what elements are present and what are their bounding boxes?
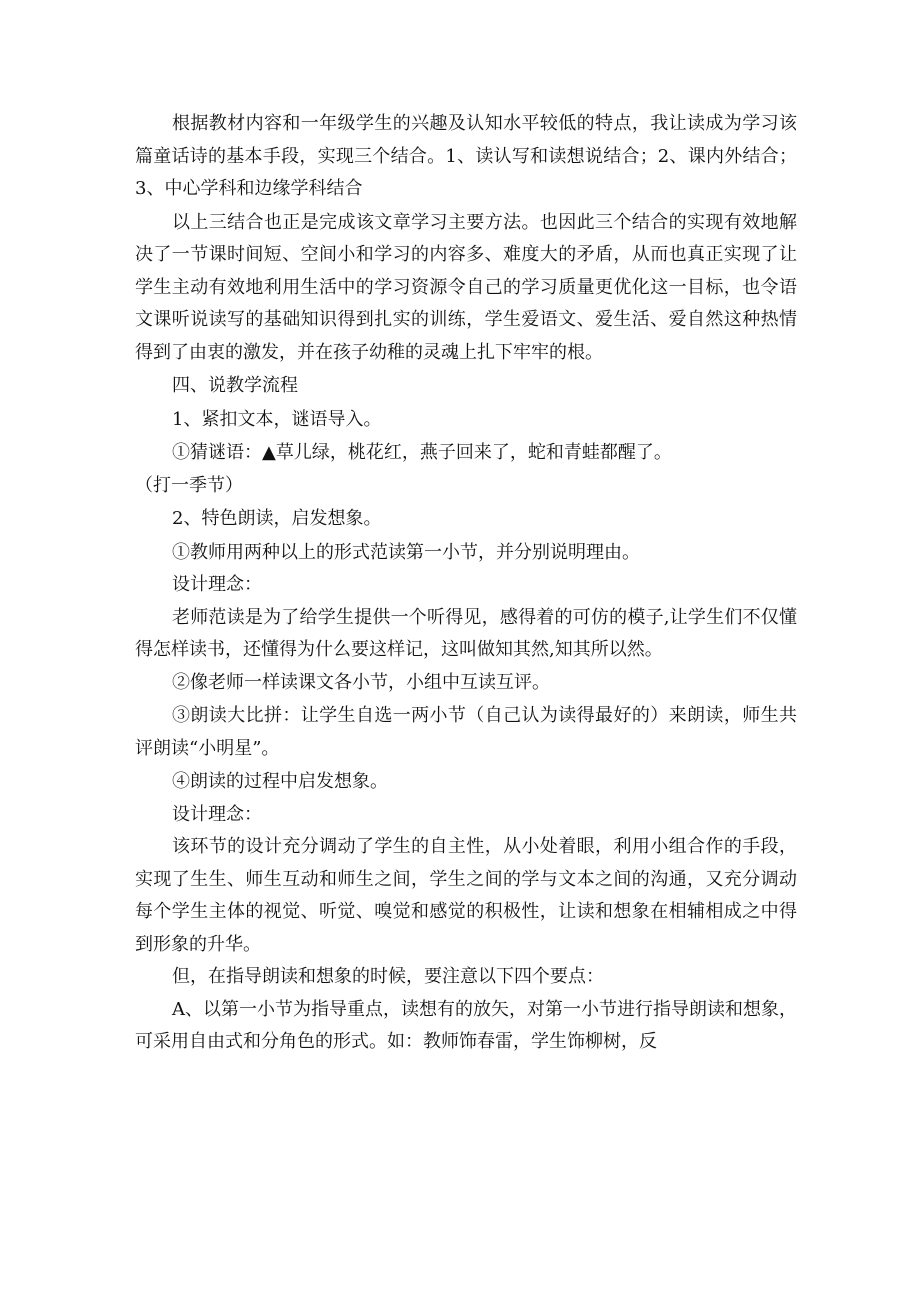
design-concept-text: 老师范读是为了给学生提供一个听得见，感得着的可仿的模子,让学生们不仅懂得怎样读书，还懂得为什么要这样记，这叫做知其然,知其所以然。	[135, 606, 797, 660]
guidance-point-a: A、以第一小节为指导重点，读想有的放矢，对第一小节进行指导朗读和想象，可采用自由式和分角色的形式。如：教师饰春雷，学生饰柳树，反	[135, 998, 797, 1052]
step-heading-riddle-intro: 1、紧扣文本，谜语导入。	[172, 408, 382, 430]
reading-item-1: ①教师用两种以上的形式范读第一小节，并分别说明理由。	[172, 541, 640, 563]
reading-item-2: ②像老师一样读课文各小节，小组中互读互评。	[172, 671, 550, 693]
design-concept-text: 该环节的设计充分调动了学生的自主性，从小处着眼，利用小组合作的手段，实现了生生、师生互动和师生之间，学生之间的学与文本之间的沟通，又充分调动每个学生主体的视觉、听觉、嗅觉和感觉的积极性，让读和想象在相辅相成之中得到形象的升华。	[135, 836, 797, 955]
guidance-intro: 但，在指导朗读和想象的时候，要注意以下四个要点：	[172, 966, 604, 987]
step-heading-reading: 2、特色朗读，启发想象。	[172, 508, 382, 529]
document-page	[135, 108, 797, 1059]
design-concept-label: 设计理念：	[172, 803, 262, 825]
riddle-text: ①猜谜语：▲草儿绿，桃花红，燕子回来了，蛇和青蛙都醒了。	[172, 442, 672, 463]
paragraph-three-combinations: 以上三结合也正是完成该文章学习主要方法。也因此三个结合的实现有效地解决了一节课时间短、空间小和学习的内容多、难度大的矛盾，从而也真正实现了让学生主动有效地利用生活中的学习资源令自己的学习质量更优化这一目标，也令语文课听说读写的基础知识得到扎实的训练，学生爱语文、爱生活、爱自然这种热情得到了由衷的激发，并在孩子幼稚的灵魂上扎下牢牢的根。	[135, 211, 797, 363]
riddle-hint: （打一季节）	[135, 474, 243, 496]
paragraph-method: 根据教材内容和一年级学生的兴趣及认知水平较低的特点，我让读成为学习该篇童话诗的基本手段，实现三个结合。1、读认写和读想说结合；2、课内外结合；3、中心学科和边缘学科结合	[135, 113, 797, 199]
reading-item-4: ④朗读的过程中启发想象。	[172, 771, 388, 792]
section-heading-teaching-process: 四、说教学流程	[172, 375, 298, 396]
reading-item-3: ③朗读大比拼：让学生自选一两小节（自己认为读得最好的）来朗读，师生共评朗读“小明星”。	[135, 705, 797, 759]
design-concept-label: 设计理念：	[172, 574, 262, 595]
